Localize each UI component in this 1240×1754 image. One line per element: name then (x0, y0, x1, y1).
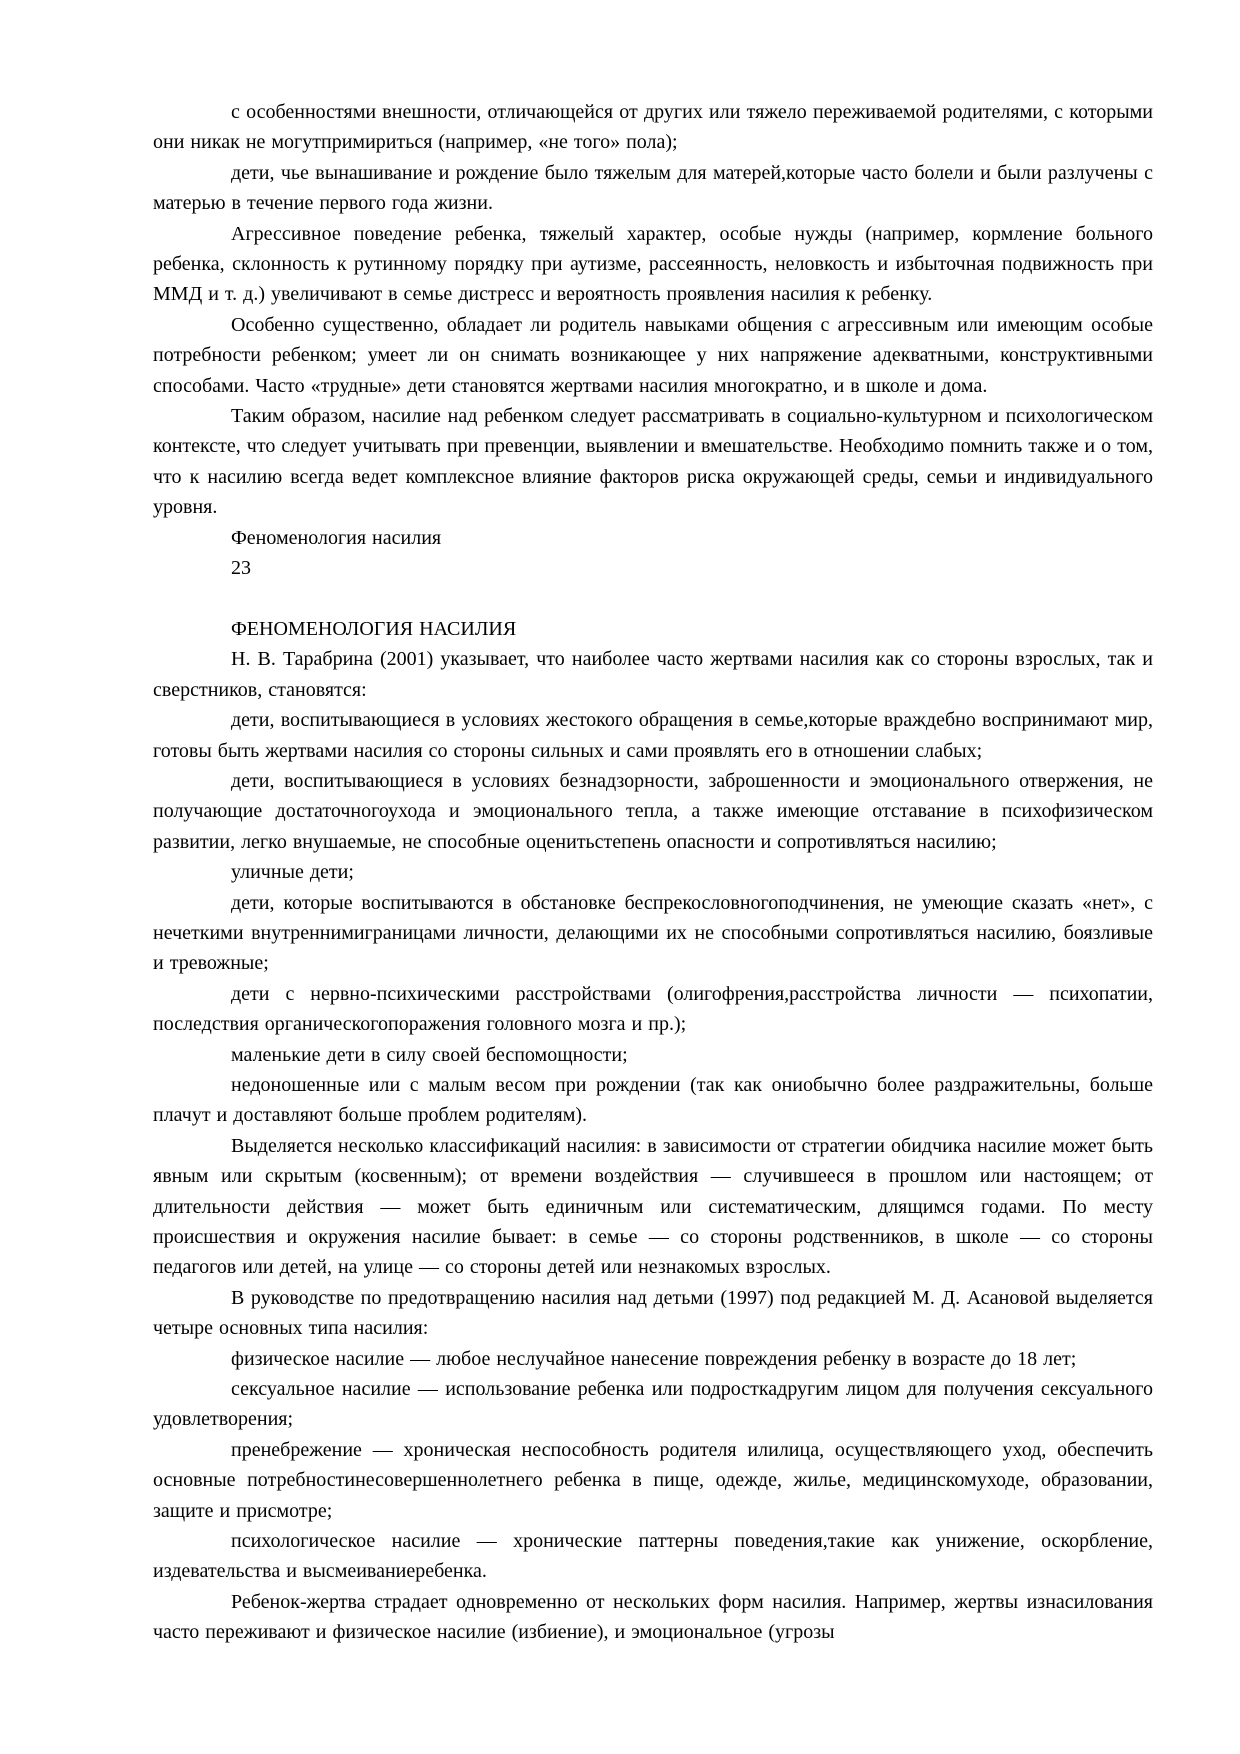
paragraph: недоношенные или с малым весом при рождении (так как ониобычно более раздражительны, больше плачут и доставляют больше проблем родителям). (153, 1073, 1153, 1127)
paragraph: физическое насилие — любое неслучайное нанесение повреждения ребенку в возрасте до 18 лет; (231, 1347, 1077, 1370)
paragraph: дети, которые воспитываются в обстановке беспрекословногоподчинения, не умеющие сказать «нет», с нечеткими внутреннимиграницами личности, делающими их не способными сопротивляться насилию, боязливые и тревожные; (153, 891, 1153, 975)
section-heading: ФЕНОМЕНОЛОГИЯ НАСИЛИЯ (231, 617, 517, 640)
running-title: Феноменология насилия (231, 526, 442, 549)
paragraph: В руководстве по предотвращению насилия над детьми (1997) под редакцией М. Д. Асановой выделяется четыре основных типа насилия: (153, 1286, 1153, 1340)
paragraph: дети, чье вынашивание и рождение было тяжелым для матерей,которые часто болели и были разлучены с матерью в течение первого года жизни. (153, 161, 1153, 215)
paragraph: пренебрежение — хроническая неспособность родителя илилица, осуществляющего уход, обеспечить основные потребностинесовершеннолетнего ребенка в пище, одежде, жилье, медицинскомуходе, образовании, защите и присмотре; (153, 1438, 1153, 1522)
paragraph: с особенностями внешности, отличающейся от других или тяжело переживаемой родителями, с которыми они никак не могутпримириться (например, «не того» пола); (153, 101, 1153, 154)
paragraph: Особенно существенно, обладает ли родитель навыками общения с агрессивным или имеющим особые потребности ребенком; умеет ли он снимать возникающее у них напряжение адекватными, конструктивными способами. Часто «трудные» дети становятся жертвами насилия многократно, и в школе и дома. (153, 313, 1153, 397)
page-number: 23 (231, 557, 251, 580)
paragraph: дети с нервно-психическими расстройствами (олигофрения,расстройства личности — психопатии, последствия органическогопоражения головного мозга и пр.); (153, 982, 1153, 1036)
paragraph: дети, воспитывающиеся в условиях жестокого обращения в семье,которые враждебно воспринимают мир, готовы быть жертвами насилия со стороны сильных и сами проявлять его в отношении слабых; (153, 709, 1153, 762)
paragraph: Н. В. Тарабрина (2001) указывает, что наиболее часто жертвами насилия как со стороны взрослых, так и сверстников, становятся: (153, 648, 1153, 701)
paragraph: уличные дети; (231, 861, 354, 884)
paragraph: маленькие дети в силу своей беспомощности; (231, 1043, 628, 1066)
paragraph: Выделяется несколько классификаций насилия: в зависимости от стратегии обидчика насилие может быть явным или скрытым (косвенным); от времени воздействия — случившееся в прошлом или настоящем; от длительности действия — может быть единичным или систематическим, длящимся годами. По месту происшествия и окружения насилие бывает: в семье — со стороны родственников, в школе — со стороны педагогов или детей, на улице — со стороны детей или незнакомых взрослых. (153, 1134, 1153, 1279)
paragraph: психологическое насилие — хронические паттерны поведения,такие как унижение, оскорбление, издевательства и высмеиваниеребенка. (153, 1530, 1153, 1583)
page-content (153, 97, 1153, 1648)
paragraph: дети, воспитывающиеся в условиях безнадзорности, заброшенности и эмоционального отвержения, не получающие достаточногоухода и эмоционального тепла, а также имеющие отставание в психофизическом развитии, легко внушаемые, не способные оценитьстепень опасности и сопротивляться насилию; (153, 769, 1153, 853)
paragraph: Ребенок-жертва страдает одновременно от нескольких форм насилия. Например, жертвы изнасилования часто переживают и физическое насилие (избиение), и эмоциональное (угрозы (153, 1590, 1153, 1644)
paragraph: сексуальное насилие — использование ребенка или подросткадругим лицом для получения сексуального удовлетворения; (153, 1378, 1153, 1431)
paragraph: Агрессивное поведение ребенка, тяжелый характер, особые нужды (например, кормление больного ребенка, склонность к рутинному порядку при аутизме, рассеянность, неловкость и избыточная подвижность при ММД и т. д.) увеличивают в семье дистресс и вероятность проявления насилия к ребенку. (153, 222, 1153, 306)
paragraph: Таким образом, насилие над ребенком следует рассматривать в социально-культурном и психологическом контексте, что следует учитывать при превенции, выявлении и вмешательстве. Необходимо помнить также и о том, что к насилию всегда ведет комплексное влияние факторов риска окружающей среды, семьи и индивидуального уровня. (153, 405, 1153, 519)
